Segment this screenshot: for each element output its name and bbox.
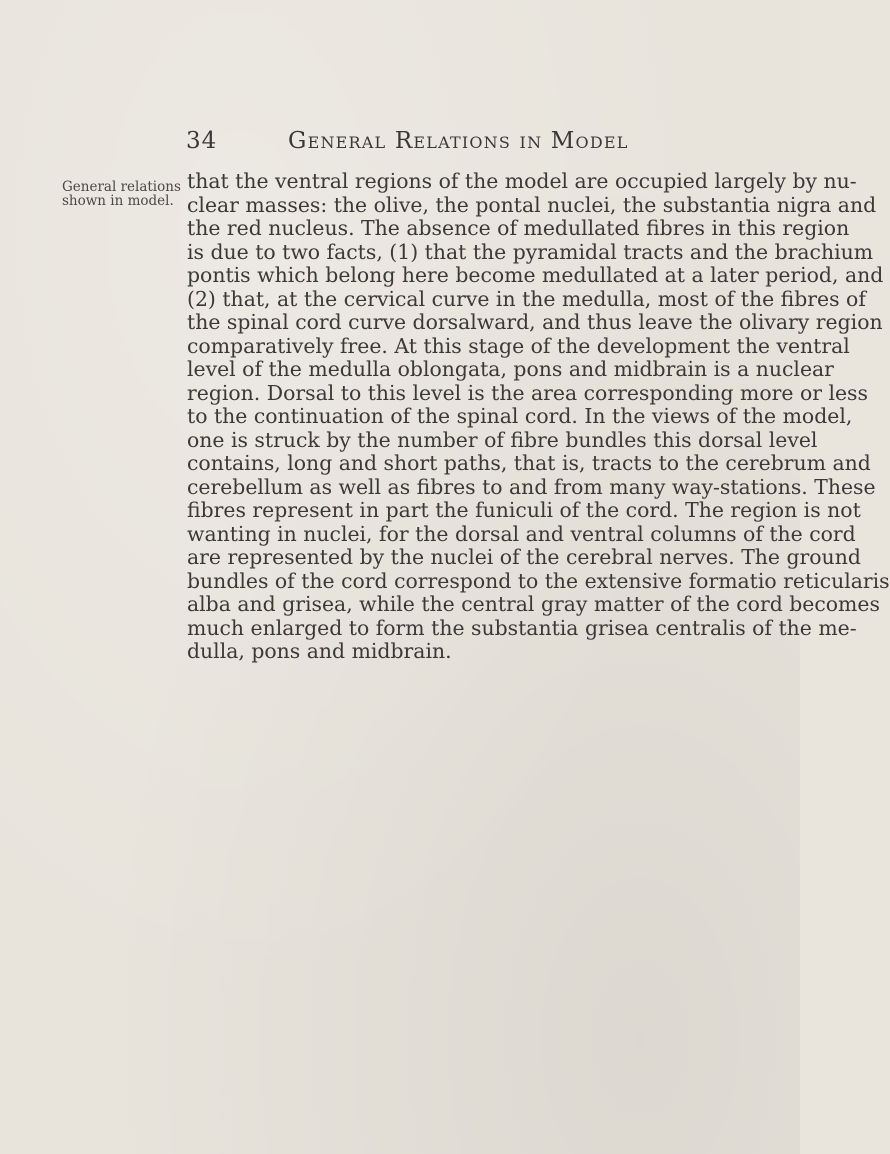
text-line: pontis which belong here become medullated at a later period, and [187,263,884,287]
text-line: clear masses: the olive, the pontal nuclei, the substantia nigra and [187,192,877,217]
text-line: (2) that, at the cervical curve in the medulla, most of the fibres of [187,286,866,311]
text-line: alba and grisea, while the central gray matter of the cord becomes [187,592,880,616]
text-line: to the continuation of the spinal cord. In the views of the model, [187,404,853,428]
text-line: is due to two facts, (1) that the pyramidal tracts and the brachium [187,239,874,264]
text-line: cerebellum as well as fibres to and from many way-stations. These [187,474,876,499]
text-line: wanting in nuclei, for the dorsal and ventral columns of the cord [187,521,856,546]
text-line: dulla, pons and midbrain. [187,639,452,663]
text-line: comparatively free. At this stage of the development the ventral [187,333,850,358]
margin-note [62,180,182,208]
body-paragraph [187,169,890,664]
text-line: level of the medulla oblongata, pons and midbrain is a nuclear [187,357,834,381]
text-line: the red nucleus. The absence of medullated fibres in this region [187,216,850,240]
text-line: fibres represent in part the funiculi of the cord. The region is not [187,498,861,522]
page-number: 34 [186,128,218,154]
text-line: contains, long and short paths, that is, tracts to the cerebrum and [187,451,871,475]
text-line: that the ventral regions of the model are occupied largely by nu- [187,169,857,193]
running-head: General Relations in Model [288,128,629,154]
margin-note-line: General relations [62,179,181,195]
text-line: are represented by the nuclei of the cerebral nerves. The ground [187,545,861,569]
margin-note-line: shown in model. [62,193,174,209]
text-line: bundles of the cord correspond to the extensive formatio reticularis [187,568,890,593]
text-line: region. Dorsal to this level is the area corresponding more or less [187,380,868,405]
text-line: the spinal cord curve dorsalward, and thus leave the olivary region [187,310,883,334]
page-header [0,128,800,162]
text-line: much enlarged to form the substantia grisea centralis of the me- [187,615,857,640]
text-line: one is struck by the number of fibre bundles this dorsal level [187,427,818,452]
